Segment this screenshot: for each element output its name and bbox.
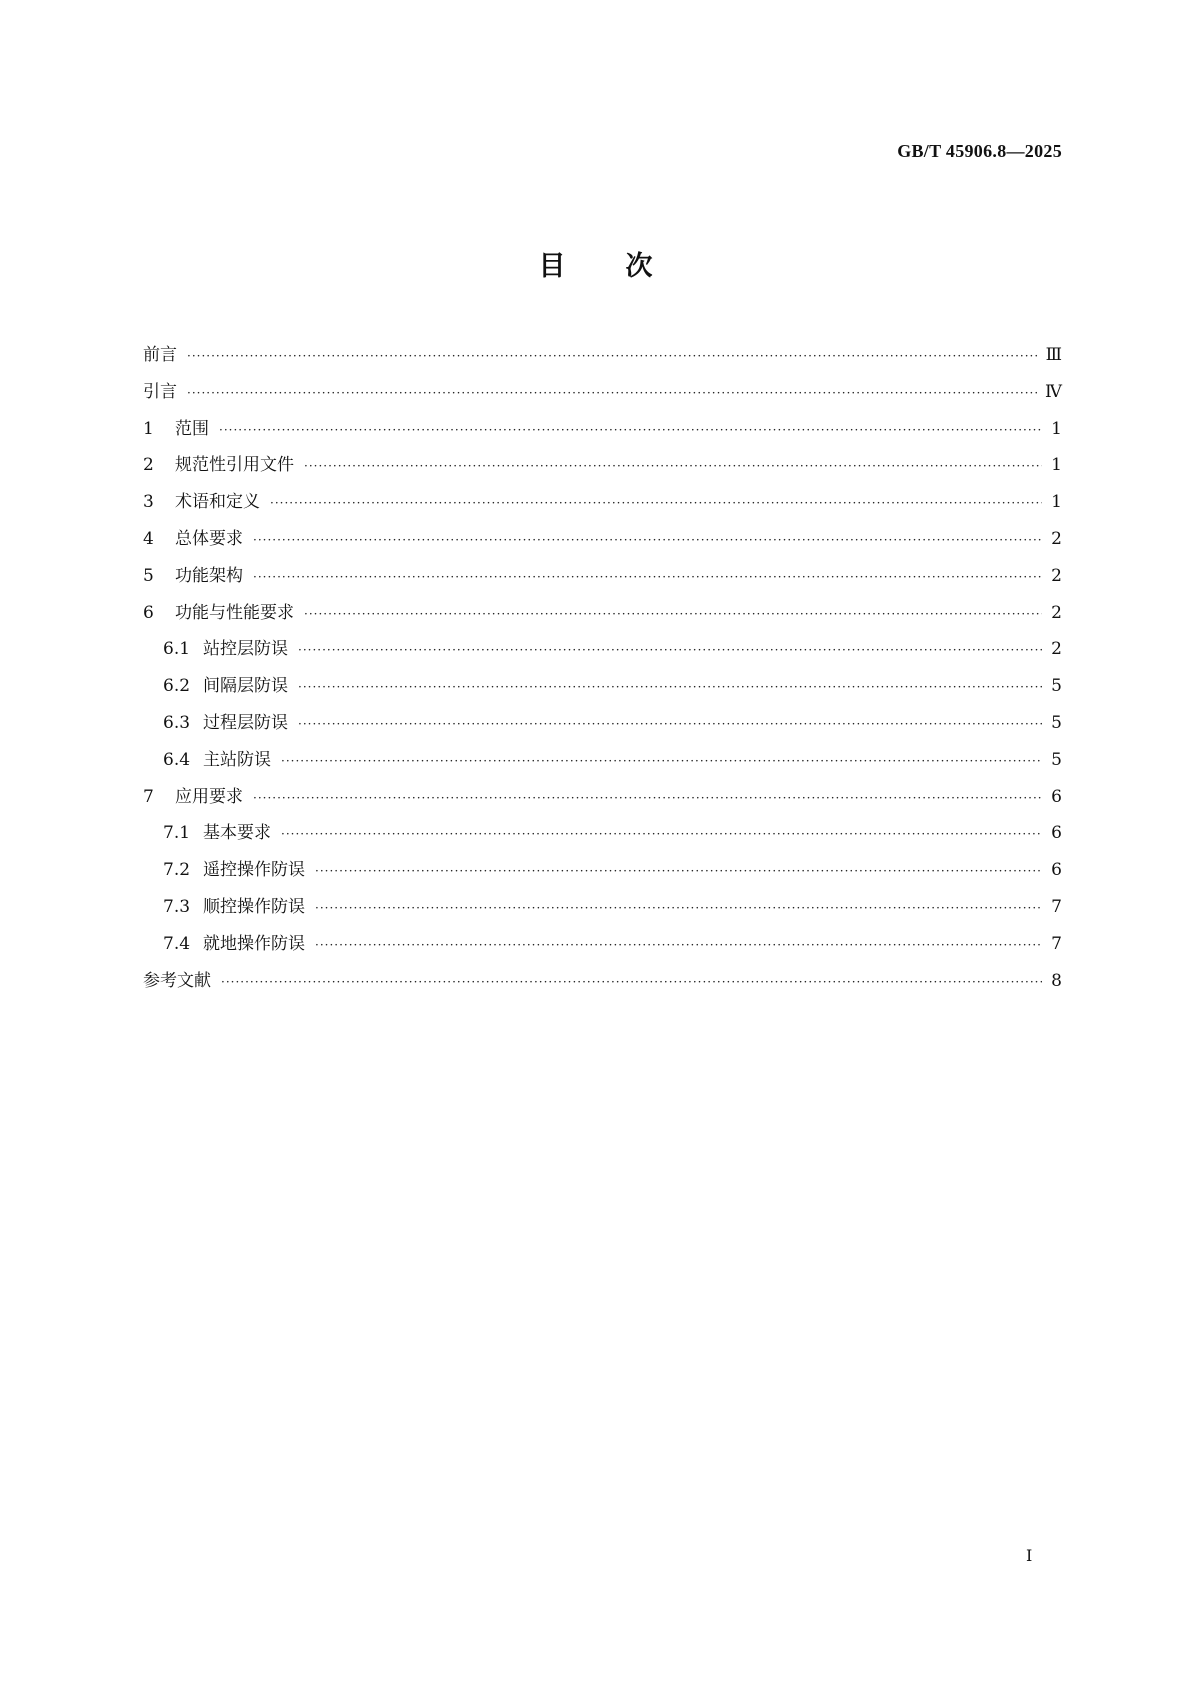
- toc-page: 7: [1051, 896, 1062, 917]
- toc-page: 8: [1051, 970, 1062, 991]
- toc-entry[interactable]: [143, 414, 1062, 451]
- toc-page: 6: [1051, 860, 1062, 881]
- toc-number: 6.4: [163, 749, 191, 770]
- dot-leader: [187, 386, 1037, 400]
- dot-leader: [315, 938, 1042, 952]
- dot-leader: [315, 864, 1042, 878]
- page-number: I: [1026, 1546, 1033, 1565]
- dot-leader: [298, 717, 1042, 731]
- toc-entry[interactable]: [143, 487, 1062, 524]
- toc-page: 2: [1051, 639, 1062, 660]
- toc-page: 5: [1051, 712, 1062, 733]
- toc-entry[interactable]: [143, 708, 1062, 745]
- toc-number: 6.3: [163, 712, 191, 733]
- toc-label: 基本要求: [203, 823, 271, 844]
- toc-label: 主站防误: [203, 749, 271, 770]
- dot-leader: [281, 754, 1042, 768]
- toc-label: 总体要求: [175, 528, 243, 549]
- toc-entry[interactable]: [143, 966, 1062, 1003]
- toc-number: 7.2: [163, 860, 191, 881]
- toc-label: 术语和定义: [175, 492, 260, 513]
- toc-entry[interactable]: [143, 745, 1062, 782]
- dot-leader: [298, 680, 1042, 694]
- toc-entry[interactable]: [143, 561, 1062, 598]
- toc-page: 7: [1051, 933, 1062, 954]
- dot-leader: [221, 975, 1042, 989]
- toc-page: 2: [1051, 528, 1062, 549]
- toc-label: 前言: [143, 345, 177, 365]
- toc-entry[interactable]: [143, 634, 1062, 671]
- toc-label: 间隔层防误: [203, 676, 288, 697]
- toc-number: 7.4: [163, 933, 191, 954]
- toc-entry[interactable]: [143, 671, 1062, 708]
- toc-entry[interactable]: [143, 818, 1062, 855]
- toc-page: 1: [1051, 418, 1062, 439]
- toc-number: 3: [143, 492, 154, 513]
- dot-leader: [253, 570, 1042, 584]
- toc-entry[interactable]: [143, 340, 1062, 377]
- dot-leader: [187, 349, 1038, 363]
- toc-label: 范围: [175, 418, 209, 439]
- toc-entry[interactable]: [143, 855, 1062, 892]
- page-title: [0, 244, 1191, 283]
- toc-page: 2: [1051, 565, 1062, 586]
- toc-page: 2: [1051, 602, 1062, 623]
- toc-number: 6.1: [163, 639, 191, 660]
- toc-entry[interactable]: [143, 782, 1062, 819]
- toc-entry[interactable]: [143, 450, 1062, 487]
- dot-leader: [304, 607, 1042, 621]
- toc-entry[interactable]: [143, 892, 1062, 929]
- dot-leader: [253, 533, 1042, 547]
- toc-number: 1: [143, 418, 154, 439]
- toc-number: 5: [143, 565, 154, 586]
- title-char: 目: [538, 251, 566, 282]
- toc-page: 6: [1051, 823, 1062, 844]
- toc-number: 6: [143, 602, 154, 623]
- toc-page: 1: [1051, 455, 1062, 476]
- toc-label: 引言: [143, 381, 177, 402]
- dot-leader: [253, 791, 1042, 805]
- dot-leader: [219, 423, 1042, 437]
- toc-page: 1: [1051, 492, 1062, 513]
- toc-page: 6: [1051, 786, 1062, 807]
- toc-number: 2: [143, 455, 154, 476]
- toc-label: 功能架构: [175, 565, 243, 586]
- toc-number: 7.3: [163, 896, 191, 917]
- toc-label: 遥控操作防误: [203, 860, 305, 881]
- toc-label: 规范性引用文件: [175, 455, 294, 476]
- toc-number: 7.1: [163, 823, 191, 844]
- document-id: GB/T 45906.8—2025: [897, 141, 1062, 161]
- toc-entry[interactable]: [143, 598, 1062, 635]
- dot-leader: [304, 459, 1042, 473]
- dot-leader: [270, 496, 1042, 510]
- dot-leader: [298, 643, 1042, 657]
- toc-label: 顺控操作防误: [203, 896, 305, 917]
- dot-leader: [281, 827, 1042, 841]
- toc-page: 5: [1051, 676, 1062, 697]
- toc-label: 过程层防误: [203, 712, 288, 733]
- toc-entry[interactable]: [143, 929, 1062, 966]
- toc-page: Ⅳ: [1045, 381, 1062, 402]
- toc-label: 功能与性能要求: [175, 602, 294, 623]
- toc-number: 7: [143, 786, 154, 807]
- dot-leader: [315, 901, 1042, 915]
- toc-label: 应用要求: [175, 786, 243, 807]
- toc-page: 5: [1051, 749, 1062, 770]
- title-char: 次: [625, 251, 653, 282]
- toc-entry[interactable]: [143, 377, 1062, 414]
- toc-label: 站控层防误: [203, 639, 288, 660]
- toc-entry[interactable]: [143, 524, 1062, 561]
- toc-number: 6.2: [163, 676, 191, 697]
- toc-label: 参考文献: [143, 970, 211, 991]
- table-of-contents: [143, 340, 1062, 1002]
- toc-number: 4: [143, 528, 154, 549]
- toc-label: 就地操作防误: [203, 933, 305, 954]
- toc-page: Ⅲ: [1045, 345, 1062, 365]
